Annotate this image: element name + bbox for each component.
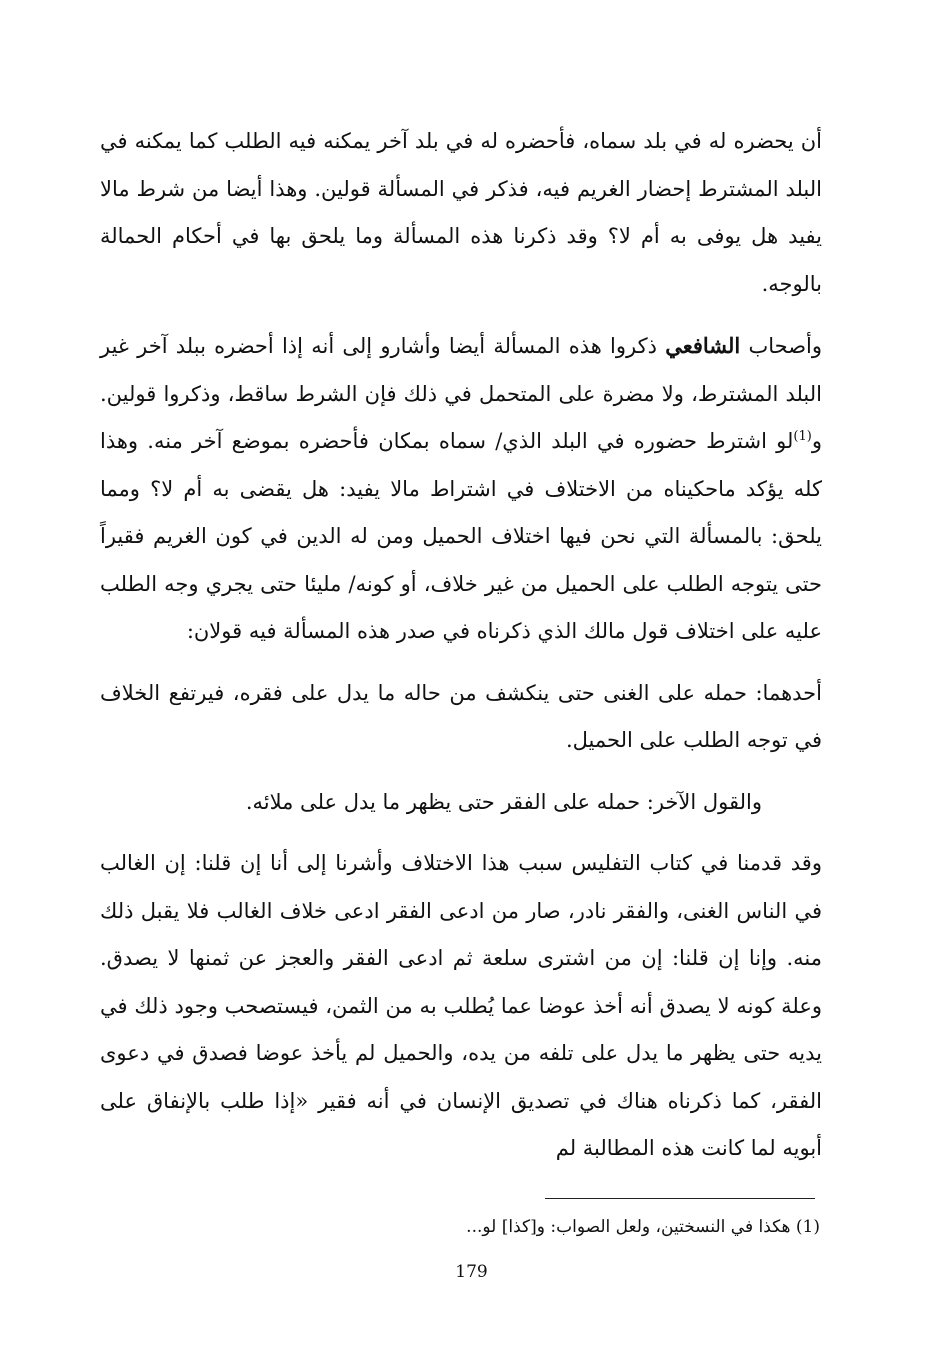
paragraph-2-part2: لو اشترط حضوره في البلد الذي/ سماه بمكان فأحضره بموضع آخر منه. وهذا كله يؤكد ماحكيناه من الاختلاف في اشتراط مالا يفيد: هل يقضى به أم لا؟ ومما يلحق: بالمسألة التي نحن فيها اختلاف الحميل ومن له الدين في كون الغريم فقيراً حتى يتوجه الطلب على الحميل من غير خلاف، أو كونه/ مليئا حتى يجري وجه الطلب عليه على اختلاف قول مالك الذي ذكرناه في صدر هذه المسألة فيه قولان: (100, 429, 822, 643)
page-number: 179 (455, 1262, 488, 1282)
footnote-divider (545, 1198, 815, 1199)
shafii-name: الشافعي (665, 333, 741, 358)
paragraph-5: وقد قدمنا في كتاب التفليس سبب هذا الاختلاف وأشرنا إلى أنا إن قلنا: إن الغالب في الناس الغنى، والفقر نادر، صار من ادعى الفقر ادعى خلاف الغالب فلا يقبل ذلك منه. وإنا إن قلنا: إن من اشترى سلعة ثم ادعى الفقر والعجز عن ثمنها لا يصدق. وعلة كونه لا يصدق أنه أخذ عوضا عما يُطلب به من الثمن، فيستصحب وجود ذلك في يديه حتى يظهر ما يدل على تلفه من يده، والحميل لم يأخذ عوضا فصدق في دعوى الفقر، كما ذكرناه هناك في تصديق الإنسان في أنه فقير «إذا طلب بالإنفاق على أبويه لما كانت هذه المطالبة لم (100, 851, 822, 1160)
main-text (100, 118, 822, 1187)
paragraph-2 (100, 322, 822, 656)
paragraph-3: أحدهما: حمله على الغنى حتى ينكشف من حاله ما يدل على فقره، فيرتفع الخلاف في توجه الطلب على الحميل. (100, 680, 822, 752)
paragraph-2-lead: وأصحاب (748, 334, 822, 358)
paragraph-2-part1: ذكروا هذه المسألة أيضا وأشارو إلى أنه إذا أحضره ببلد آخر غير البلد المشترط، ولا مضرة على المتحمل في ذلك فإن الشرط ساقط، وذكروا قولين. و (100, 334, 822, 453)
footnote-marker: (1) (793, 429, 812, 444)
paragraph-1: أن يحضره له في بلد سماه، فأحضره له في بلد آخر يمكنه فيه الطلب كما يمكنه في البلد المشترط إحضار الغريم فيه، فذكر في المسألة قولين. وهذا أيضا من شرط مالا يفيد هل يوفى به أم لا؟ وقد ذكرنا هذه المسألة وما يلحق بها في أحكام الحمالة بالوجه. (100, 129, 822, 296)
footnote: (1) هكذا في النسختين، ولعل الصواب: و[كذا] لو... (466, 1217, 820, 1237)
paragraph-4: والقول الآخر: حمله على الفقر حتى يظهر ما يدل على ملائه. (245, 789, 762, 814)
